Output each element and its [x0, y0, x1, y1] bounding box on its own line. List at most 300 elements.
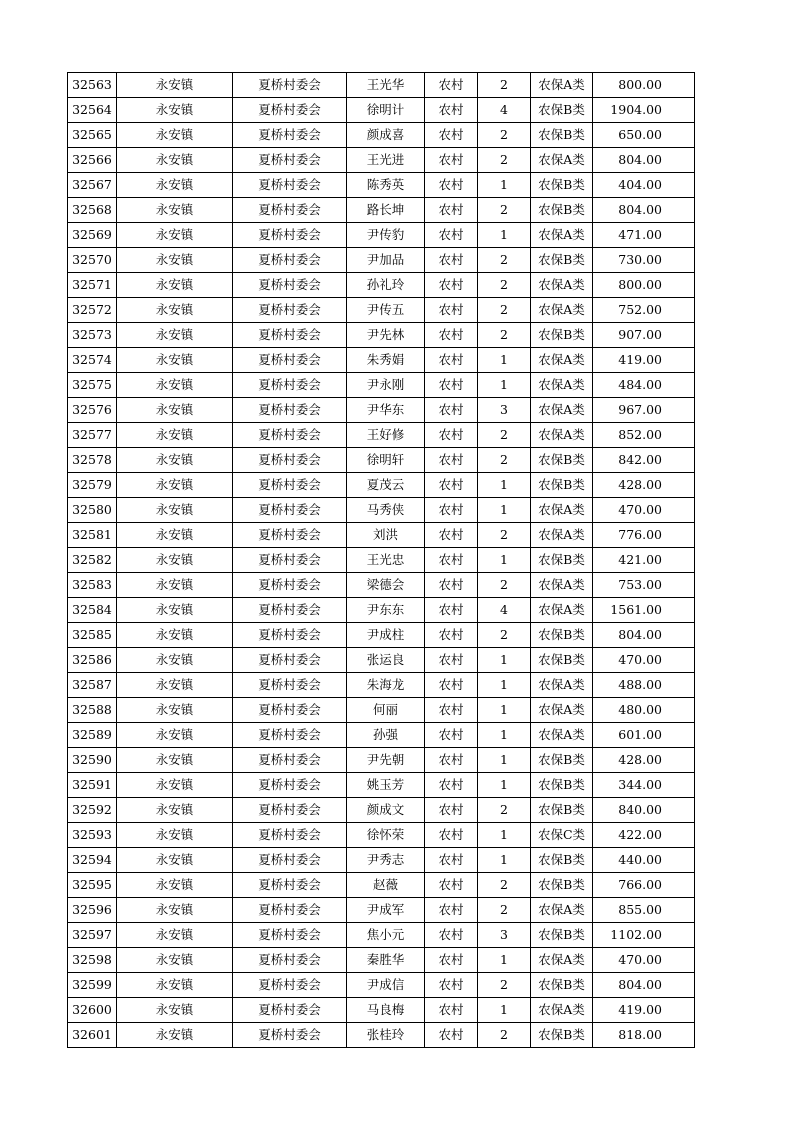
record-id-cell: 32576 [68, 398, 117, 423]
area-type-cell: 农村 [425, 173, 478, 198]
area-type-cell: 农村 [425, 923, 478, 948]
insurance-category-cell: 农保A类 [531, 723, 593, 748]
table-row [68, 123, 695, 148]
household-count-cell: 2 [478, 73, 531, 98]
table-row [68, 173, 695, 198]
table-row [68, 223, 695, 248]
area-type-cell: 农村 [425, 698, 478, 723]
town-cell: 永安镇 [117, 73, 233, 98]
area-type-cell: 农村 [425, 398, 478, 423]
person-name-cell: 路长坤 [347, 198, 425, 223]
person-name-cell: 尹加品 [347, 248, 425, 273]
amount-cell: 428.00 [593, 748, 695, 773]
household-count-cell: 2 [478, 323, 531, 348]
amount-cell: 804.00 [593, 198, 695, 223]
table-row [68, 698, 695, 723]
amount-cell: 470.00 [593, 948, 695, 973]
insurance-category-cell: 农保A类 [531, 673, 593, 698]
amount-cell: 422.00 [593, 823, 695, 848]
village-committee-cell: 夏桥村委会 [233, 273, 347, 298]
amount-cell: 818.00 [593, 1023, 695, 1048]
table-row [68, 398, 695, 423]
town-cell: 永安镇 [117, 823, 233, 848]
town-cell: 永安镇 [117, 573, 233, 598]
record-id-cell: 32564 [68, 98, 117, 123]
amount-cell: 428.00 [593, 473, 695, 498]
table-row [68, 248, 695, 273]
person-name-cell: 梁德会 [347, 573, 425, 598]
village-committee-cell: 夏桥村委会 [233, 873, 347, 898]
person-name-cell: 赵薇 [347, 873, 425, 898]
area-type-cell: 农村 [425, 1023, 478, 1048]
table-row [68, 373, 695, 398]
household-count-cell: 1 [478, 748, 531, 773]
village-committee-cell: 夏桥村委会 [233, 998, 347, 1023]
area-type-cell: 农村 [425, 548, 478, 573]
insurance-category-cell: 农保B类 [531, 623, 593, 648]
household-count-cell: 1 [478, 473, 531, 498]
record-id-cell: 32596 [68, 898, 117, 923]
amount-cell: 967.00 [593, 398, 695, 423]
area-type-cell: 农村 [425, 848, 478, 873]
household-count-cell: 1 [478, 948, 531, 973]
amount-cell: 650.00 [593, 123, 695, 148]
person-name-cell: 陈秀英 [347, 173, 425, 198]
household-count-cell: 2 [478, 423, 531, 448]
town-cell: 永安镇 [117, 723, 233, 748]
insurance-category-cell: 农保C类 [531, 823, 593, 848]
village-committee-cell: 夏桥村委会 [233, 598, 347, 623]
area-type-cell: 农村 [425, 998, 478, 1023]
town-cell: 永安镇 [117, 323, 233, 348]
insurance-category-cell: 农保B类 [531, 198, 593, 223]
record-id-cell: 32568 [68, 198, 117, 223]
table-row [68, 848, 695, 873]
person-name-cell: 尹先朝 [347, 748, 425, 773]
record-id-cell: 32592 [68, 798, 117, 823]
household-count-cell: 3 [478, 398, 531, 423]
area-type-cell: 农村 [425, 973, 478, 998]
town-cell: 永安镇 [117, 798, 233, 823]
record-id-cell: 32565 [68, 123, 117, 148]
household-count-cell: 2 [478, 123, 531, 148]
insurance-category-cell: 农保B类 [531, 798, 593, 823]
village-committee-cell: 夏桥村委会 [233, 348, 347, 373]
record-id-cell: 32574 [68, 348, 117, 373]
record-id-cell: 32572 [68, 298, 117, 323]
record-id-cell: 32566 [68, 148, 117, 173]
amount-cell: 804.00 [593, 623, 695, 648]
record-id-cell: 32595 [68, 873, 117, 898]
town-cell: 永安镇 [117, 1023, 233, 1048]
person-name-cell: 尹传豹 [347, 223, 425, 248]
area-type-cell: 农村 [425, 498, 478, 523]
record-id-cell: 32580 [68, 498, 117, 523]
town-cell: 永安镇 [117, 148, 233, 173]
amount-cell: 470.00 [593, 648, 695, 673]
village-committee-cell: 夏桥村委会 [233, 473, 347, 498]
table-row [68, 523, 695, 548]
amount-cell: 753.00 [593, 573, 695, 598]
amount-cell: 480.00 [593, 698, 695, 723]
village-committee-cell: 夏桥村委会 [233, 773, 347, 798]
household-count-cell: 2 [478, 798, 531, 823]
amount-cell: 404.00 [593, 173, 695, 198]
household-count-cell: 1 [478, 673, 531, 698]
town-cell: 永安镇 [117, 498, 233, 523]
area-type-cell: 农村 [425, 123, 478, 148]
person-name-cell: 张运良 [347, 648, 425, 673]
table-row [68, 823, 695, 848]
area-type-cell: 农村 [425, 73, 478, 98]
record-id-cell: 32586 [68, 648, 117, 673]
village-committee-cell: 夏桥村委会 [233, 373, 347, 398]
record-id-cell: 32567 [68, 173, 117, 198]
area-type-cell: 农村 [425, 448, 478, 473]
amount-cell: 601.00 [593, 723, 695, 748]
person-name-cell: 王光忠 [347, 548, 425, 573]
insurance-category-cell: 农保B类 [531, 98, 593, 123]
record-id-cell: 32563 [68, 73, 117, 98]
record-id-cell: 32583 [68, 573, 117, 598]
amount-cell: 1904.00 [593, 98, 695, 123]
town-cell: 永安镇 [117, 373, 233, 398]
village-committee-cell: 夏桥村委会 [233, 923, 347, 948]
amount-cell: 421.00 [593, 548, 695, 573]
table-row [68, 198, 695, 223]
town-cell: 永安镇 [117, 298, 233, 323]
area-type-cell: 农村 [425, 873, 478, 898]
amount-cell: 840.00 [593, 798, 695, 823]
records-table [67, 72, 695, 1048]
person-name-cell: 徐明计 [347, 98, 425, 123]
town-cell: 永安镇 [117, 473, 233, 498]
household-count-cell: 1 [478, 373, 531, 398]
village-committee-cell: 夏桥村委会 [233, 973, 347, 998]
person-name-cell: 夏茂云 [347, 473, 425, 498]
insurance-category-cell: 农保A类 [531, 73, 593, 98]
insurance-category-cell: 农保A类 [531, 398, 593, 423]
village-committee-cell: 夏桥村委会 [233, 448, 347, 473]
table-row [68, 798, 695, 823]
amount-cell: 752.00 [593, 298, 695, 323]
person-name-cell: 王好修 [347, 423, 425, 448]
person-name-cell: 刘洪 [347, 523, 425, 548]
area-type-cell: 农村 [425, 223, 478, 248]
insurance-category-cell: 农保A类 [531, 273, 593, 298]
area-type-cell: 农村 [425, 948, 478, 973]
town-cell: 永安镇 [117, 423, 233, 448]
table-row [68, 298, 695, 323]
village-committee-cell: 夏桥村委会 [233, 848, 347, 873]
town-cell: 永安镇 [117, 773, 233, 798]
amount-cell: 488.00 [593, 673, 695, 698]
person-name-cell: 尹东东 [347, 598, 425, 623]
household-count-cell: 1 [478, 698, 531, 723]
village-committee-cell: 夏桥村委会 [233, 948, 347, 973]
record-id-cell: 32575 [68, 373, 117, 398]
village-committee-cell: 夏桥村委会 [233, 198, 347, 223]
amount-cell: 800.00 [593, 273, 695, 298]
record-id-cell: 32573 [68, 323, 117, 348]
area-type-cell: 农村 [425, 423, 478, 448]
household-count-cell: 1 [478, 648, 531, 673]
amount-cell: 440.00 [593, 848, 695, 873]
household-count-cell: 1 [478, 548, 531, 573]
record-id-cell: 32601 [68, 1023, 117, 1048]
table-row [68, 548, 695, 573]
table-row [68, 623, 695, 648]
insurance-category-cell: 农保B类 [531, 923, 593, 948]
town-cell: 永安镇 [117, 523, 233, 548]
household-count-cell: 1 [478, 823, 531, 848]
town-cell: 永安镇 [117, 698, 233, 723]
town-cell: 永安镇 [117, 98, 233, 123]
town-cell: 永安镇 [117, 898, 233, 923]
household-count-cell: 1 [478, 223, 531, 248]
table-row [68, 973, 695, 998]
table-row [68, 448, 695, 473]
town-cell: 永安镇 [117, 548, 233, 573]
insurance-category-cell: 农保A类 [531, 373, 593, 398]
village-committee-cell: 夏桥村委会 [233, 748, 347, 773]
amount-cell: 419.00 [593, 998, 695, 1023]
table-row [68, 273, 695, 298]
person-name-cell: 尹秀志 [347, 848, 425, 873]
village-committee-cell: 夏桥村委会 [233, 123, 347, 148]
amount-cell: 804.00 [593, 148, 695, 173]
town-cell: 永安镇 [117, 198, 233, 223]
table-row [68, 148, 695, 173]
insurance-category-cell: 农保A类 [531, 598, 593, 623]
village-committee-cell: 夏桥村委会 [233, 798, 347, 823]
insurance-category-cell: 农保A类 [531, 148, 593, 173]
household-count-cell: 1 [478, 998, 531, 1023]
amount-cell: 470.00 [593, 498, 695, 523]
area-type-cell: 农村 [425, 723, 478, 748]
insurance-category-cell: 农保A类 [531, 573, 593, 598]
amount-cell: 842.00 [593, 448, 695, 473]
person-name-cell: 徐怀荣 [347, 823, 425, 848]
insurance-category-cell: 农保B类 [531, 848, 593, 873]
table-row [68, 1023, 695, 1048]
household-count-cell: 2 [478, 573, 531, 598]
record-id-cell: 32599 [68, 973, 117, 998]
household-count-cell: 2 [478, 1023, 531, 1048]
insurance-category-cell: 农保A类 [531, 423, 593, 448]
town-cell: 永安镇 [117, 748, 233, 773]
amount-cell: 1102.00 [593, 923, 695, 948]
table-row [68, 573, 695, 598]
town-cell: 永安镇 [117, 348, 233, 373]
village-committee-cell: 夏桥村委会 [233, 698, 347, 723]
record-id-cell: 32570 [68, 248, 117, 273]
town-cell: 永安镇 [117, 673, 233, 698]
household-count-cell: 2 [478, 198, 531, 223]
person-name-cell: 孙礼玲 [347, 273, 425, 298]
person-name-cell: 朱海龙 [347, 673, 425, 698]
amount-cell: 730.00 [593, 248, 695, 273]
village-committee-cell: 夏桥村委会 [233, 148, 347, 173]
record-id-cell: 32585 [68, 623, 117, 648]
insurance-category-cell: 农保B类 [531, 248, 593, 273]
insurance-category-cell: 农保B类 [531, 123, 593, 148]
village-committee-cell: 夏桥村委会 [233, 498, 347, 523]
table-row [68, 98, 695, 123]
person-name-cell: 尹华东 [347, 398, 425, 423]
insurance-category-cell: 农保B类 [531, 448, 593, 473]
record-id-cell: 32588 [68, 698, 117, 723]
town-cell: 永安镇 [117, 873, 233, 898]
town-cell: 永安镇 [117, 648, 233, 673]
village-committee-cell: 夏桥村委会 [233, 1023, 347, 1048]
record-id-cell: 32571 [68, 273, 117, 298]
amount-cell: 852.00 [593, 423, 695, 448]
person-name-cell: 尹成柱 [347, 623, 425, 648]
record-id-cell: 32584 [68, 598, 117, 623]
household-count-cell: 2 [478, 523, 531, 548]
record-id-cell: 32589 [68, 723, 117, 748]
insurance-category-cell: 农保B类 [531, 323, 593, 348]
area-type-cell: 农村 [425, 573, 478, 598]
area-type-cell: 农村 [425, 198, 478, 223]
town-cell: 永安镇 [117, 923, 233, 948]
amount-cell: 471.00 [593, 223, 695, 248]
insurance-category-cell: 农保A类 [531, 998, 593, 1023]
table-row [68, 873, 695, 898]
village-committee-cell: 夏桥村委会 [233, 398, 347, 423]
insurance-category-cell: 农保B类 [531, 473, 593, 498]
village-committee-cell: 夏桥村委会 [233, 648, 347, 673]
insurance-category-cell: 农保A类 [531, 898, 593, 923]
town-cell: 永安镇 [117, 623, 233, 648]
household-count-cell: 2 [478, 448, 531, 473]
person-name-cell: 马秀侠 [347, 498, 425, 523]
table-row [68, 898, 695, 923]
town-cell: 永安镇 [117, 973, 233, 998]
household-count-cell: 1 [478, 173, 531, 198]
household-count-cell: 2 [478, 273, 531, 298]
area-type-cell: 农村 [425, 648, 478, 673]
person-name-cell: 尹成信 [347, 973, 425, 998]
amount-cell: 800.00 [593, 73, 695, 98]
amount-cell: 855.00 [593, 898, 695, 923]
insurance-category-cell: 农保B类 [531, 873, 593, 898]
person-name-cell: 尹传五 [347, 298, 425, 323]
area-type-cell: 农村 [425, 748, 478, 773]
record-id-cell: 32594 [68, 848, 117, 873]
household-count-cell: 1 [478, 348, 531, 373]
person-name-cell: 尹成军 [347, 898, 425, 923]
table-row [68, 773, 695, 798]
table-row [68, 923, 695, 948]
amount-cell: 776.00 [593, 523, 695, 548]
household-count-cell: 4 [478, 98, 531, 123]
person-name-cell: 孙强 [347, 723, 425, 748]
record-id-cell: 32581 [68, 523, 117, 548]
village-committee-cell: 夏桥村委会 [233, 573, 347, 598]
table-row [68, 648, 695, 673]
person-name-cell: 马良梅 [347, 998, 425, 1023]
household-count-cell: 2 [478, 898, 531, 923]
amount-cell: 344.00 [593, 773, 695, 798]
person-name-cell: 王光华 [347, 73, 425, 98]
insurance-category-cell: 农保B类 [531, 648, 593, 673]
person-name-cell: 颜成文 [347, 798, 425, 823]
household-count-cell: 2 [478, 248, 531, 273]
table-row [68, 498, 695, 523]
village-committee-cell: 夏桥村委会 [233, 673, 347, 698]
record-id-cell: 32600 [68, 998, 117, 1023]
household-count-cell: 2 [478, 623, 531, 648]
table-row [68, 998, 695, 1023]
town-cell: 永安镇 [117, 448, 233, 473]
person-name-cell: 焦小元 [347, 923, 425, 948]
village-committee-cell: 夏桥村委会 [233, 298, 347, 323]
household-count-cell: 2 [478, 873, 531, 898]
records-table-body [68, 73, 695, 1048]
area-type-cell: 农村 [425, 623, 478, 648]
person-name-cell: 王光进 [347, 148, 425, 173]
person-name-cell: 何丽 [347, 698, 425, 723]
town-cell: 永安镇 [117, 948, 233, 973]
person-name-cell: 尹先林 [347, 323, 425, 348]
table-row [68, 748, 695, 773]
village-committee-cell: 夏桥村委会 [233, 248, 347, 273]
insurance-category-cell: 农保A类 [531, 498, 593, 523]
village-committee-cell: 夏桥村委会 [233, 523, 347, 548]
person-name-cell: 朱秀娟 [347, 348, 425, 373]
amount-cell: 907.00 [593, 323, 695, 348]
record-id-cell: 32590 [68, 748, 117, 773]
insurance-category-cell: 农保A类 [531, 348, 593, 373]
area-type-cell: 农村 [425, 248, 478, 273]
household-count-cell: 1 [478, 848, 531, 873]
town-cell: 永安镇 [117, 998, 233, 1023]
town-cell: 永安镇 [117, 248, 233, 273]
insurance-category-cell: 农保A类 [531, 523, 593, 548]
village-committee-cell: 夏桥村委会 [233, 73, 347, 98]
table-row [68, 73, 695, 98]
town-cell: 永安镇 [117, 223, 233, 248]
household-count-cell: 1 [478, 498, 531, 523]
village-committee-cell: 夏桥村委会 [233, 173, 347, 198]
person-name-cell: 秦胜华 [347, 948, 425, 973]
village-committee-cell: 夏桥村委会 [233, 723, 347, 748]
household-count-cell: 3 [478, 923, 531, 948]
record-id-cell: 32579 [68, 473, 117, 498]
insurance-category-cell: 农保B类 [531, 173, 593, 198]
area-type-cell: 农村 [425, 473, 478, 498]
table-row [68, 948, 695, 973]
insurance-category-cell: 农保A类 [531, 948, 593, 973]
town-cell: 永安镇 [117, 123, 233, 148]
record-id-cell: 32577 [68, 423, 117, 448]
village-committee-cell: 夏桥村委会 [233, 223, 347, 248]
area-type-cell: 农村 [425, 523, 478, 548]
village-committee-cell: 夏桥村委会 [233, 548, 347, 573]
area-type-cell: 农村 [425, 348, 478, 373]
area-type-cell: 农村 [425, 298, 478, 323]
area-type-cell: 农村 [425, 773, 478, 798]
town-cell: 永安镇 [117, 273, 233, 298]
record-id-cell: 32593 [68, 823, 117, 848]
household-count-cell: 2 [478, 298, 531, 323]
insurance-category-cell: 农保B类 [531, 548, 593, 573]
table-row [68, 598, 695, 623]
amount-cell: 804.00 [593, 973, 695, 998]
table-row [68, 423, 695, 448]
